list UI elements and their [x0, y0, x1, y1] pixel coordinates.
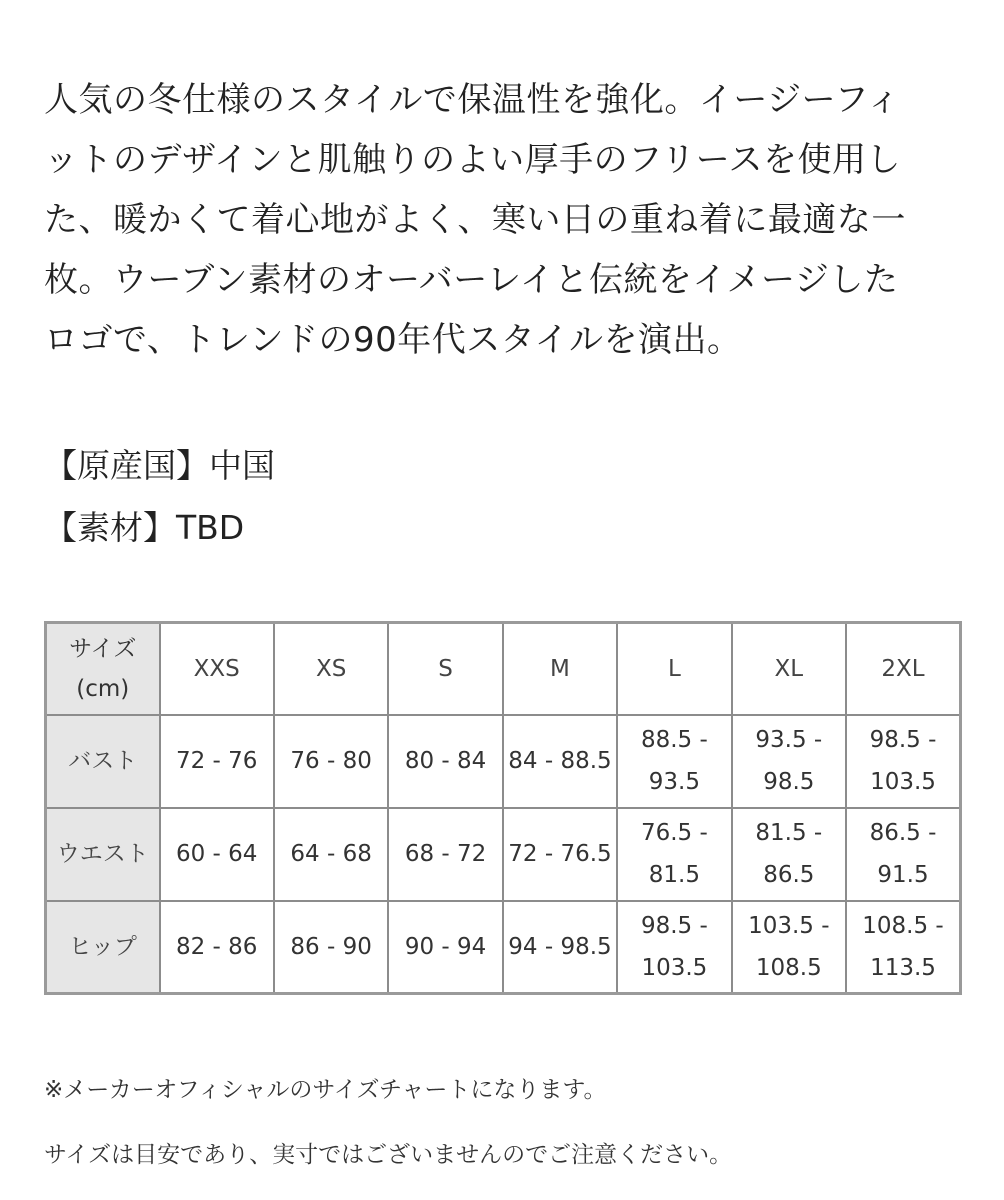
measurement-text: 91.5 — [877, 862, 929, 888]
measurement-text: 93.5 — [648, 769, 700, 795]
measurement-cell — [160, 715, 274, 808]
measurement-text: 93.5 - — [755, 727, 823, 753]
measurement-cell — [388, 715, 502, 808]
measurement-text: 76 - 80 — [290, 748, 372, 774]
measurement-cell — [503, 808, 617, 901]
measurement-text: 86 - 90 — [290, 933, 372, 960]
size-col-m: M — [503, 623, 617, 715]
measurement-text: 103.5 — [870, 769, 936, 795]
size-chart-table — [44, 621, 962, 995]
row-label: ウエスト — [46, 808, 160, 901]
size-table-body — [46, 715, 961, 994]
measurement-cell — [388, 901, 502, 994]
measurement-text: 103.5 — [641, 954, 708, 981]
measurement-cell — [503, 901, 617, 994]
material-spec: 【素材】TBD — [44, 508, 245, 547]
table-row — [46, 901, 961, 994]
measurement-text: 68 - 72 — [404, 841, 487, 867]
measurement-cell — [160, 901, 274, 994]
measurement-cell — [617, 715, 731, 808]
measurement-cell — [617, 808, 731, 901]
measurement-text: 84 - 88.5 — [508, 748, 612, 774]
measurement-cell — [503, 715, 617, 808]
measurement-cell — [846, 808, 960, 901]
measurement-text: 108.5 — [755, 954, 822, 981]
table-row — [46, 715, 961, 808]
measurement-text: 113.5 — [870, 954, 936, 981]
measurement-text: 103.5 - — [748, 912, 830, 939]
table-row — [46, 808, 961, 901]
size-col-l: L — [617, 623, 731, 715]
origin-spec: 【原産国】中国 — [44, 446, 275, 485]
size-corner-cell — [46, 623, 160, 715]
measurement-text: 81.5 - — [755, 820, 823, 846]
description-line: 人気の冬仕様のスタイルで保温性を強化。イージーフィ — [44, 80, 901, 120]
measurement-text: 94 - 98.5 — [508, 933, 612, 960]
measurement-cell — [274, 901, 388, 994]
size-col-xs: XS — [274, 623, 388, 715]
description-line: 枚。ウーブン素材のオーバーレイと伝統をイメージした — [44, 260, 899, 300]
row-label: バスト — [46, 715, 160, 808]
official-chart-note: ※メーカーオフィシャルのサイズチャートになります。 — [44, 1077, 607, 1103]
product-description — [44, 70, 964, 370]
measurement-text: 108.5 - — [862, 912, 944, 939]
corner-unit: (cm) — [76, 675, 130, 702]
measurement-text: 88.5 - — [640, 727, 708, 753]
measurement-text: 60 - 64 — [175, 841, 258, 867]
measurement-text: 98.5 - — [640, 912, 708, 939]
measurement-text: 64 - 68 — [290, 841, 372, 867]
measurement-cell — [846, 715, 960, 808]
measurement-text: 81.5 — [648, 862, 700, 888]
description-line: ットのデザインと肌触りのよい厚手のフリースを使用し — [44, 140, 902, 180]
size-col-xl: XL — [732, 623, 846, 715]
measurement-cell — [732, 715, 846, 808]
measurement-cell — [846, 901, 960, 994]
measurement-cell — [388, 808, 502, 901]
size-disclaimer-note: サイズは目安であり、実寸ではございませんのでご注意ください。 — [44, 1142, 733, 1168]
corner-label: サイズ — [69, 635, 137, 662]
size-col-s: S — [388, 623, 502, 715]
measurement-text: 86.5 — [763, 862, 815, 888]
measurement-text: 98.5 — [763, 769, 815, 795]
measurement-text: 72 - 76 — [175, 748, 258, 774]
description-line: ロゴで、トレンドの90年代スタイルを演出。 — [44, 320, 742, 360]
measurement-cell — [274, 808, 388, 901]
measurement-text: 80 - 84 — [404, 748, 487, 774]
size-header-row — [46, 623, 961, 715]
row-label: ヒップ — [46, 901, 160, 994]
measurement-cell — [160, 808, 274, 901]
measurement-text: 90 - 94 — [404, 933, 487, 960]
measurement-cell — [732, 808, 846, 901]
measurement-cell — [732, 901, 846, 994]
measurement-text: 76.5 - — [640, 820, 708, 846]
measurement-text: 72 - 76.5 — [508, 841, 612, 867]
measurement-text: 82 - 86 — [175, 933, 258, 960]
measurement-cell — [274, 715, 388, 808]
size-col-2xl: 2XL — [846, 623, 960, 715]
size-col-xxs: XXS — [160, 623, 274, 715]
measurement-text: 98.5 - — [869, 727, 937, 753]
description-line: た、暖かくて着心地がよく、寒い日の重ね着に最適な一 — [44, 200, 906, 240]
measurement-cell — [617, 901, 731, 994]
measurement-text: 86.5 - — [869, 820, 937, 846]
